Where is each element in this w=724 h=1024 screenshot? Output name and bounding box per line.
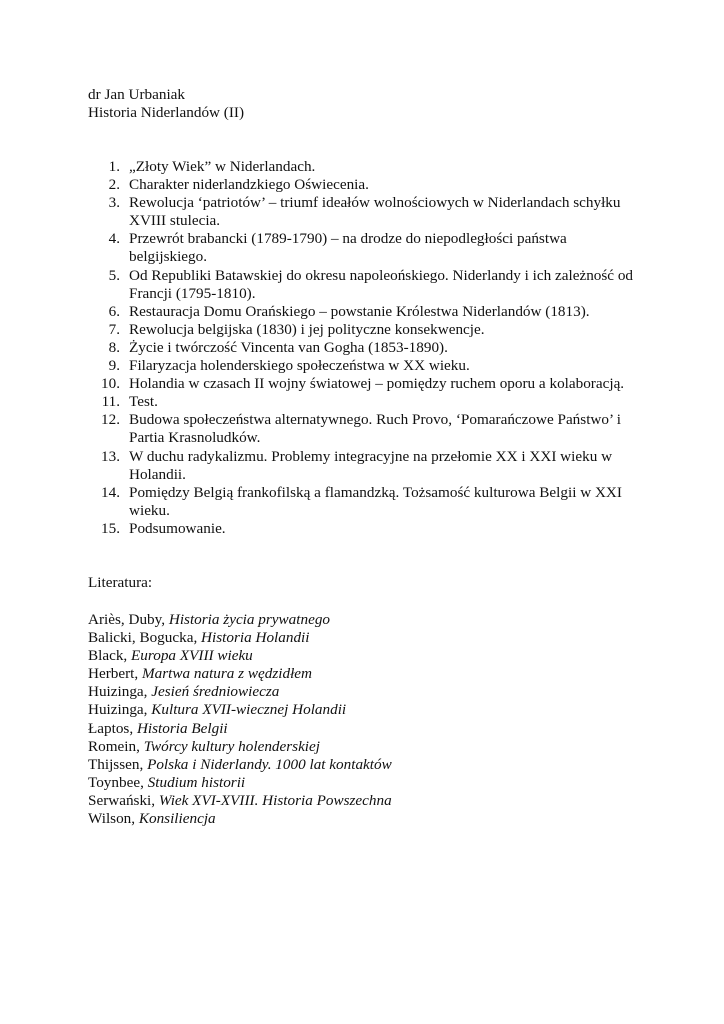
literature-title: Polska i Niderlandy. 1000 lat kontaktów: [147, 755, 392, 773]
topic-item: [88, 194, 648, 230]
literature-item: [88, 810, 392, 828]
literature-item: [88, 701, 392, 719]
topic-number: 9.: [108, 357, 120, 375]
literature-author: Balicki, Bogucka,: [88, 629, 202, 647]
literature-item: [88, 683, 392, 701]
topic-item: [88, 375, 648, 393]
document-header: [88, 86, 244, 122]
literature-item: [88, 611, 392, 629]
literature-title: Kultura XVII-wiecznej Holandii: [151, 701, 347, 719]
topic-number: 2.: [108, 176, 120, 194]
literature-item: [88, 738, 392, 756]
topic-text: „Złoty Wiek” w Niderlandach.: [129, 158, 316, 175]
topic-item: [88, 176, 648, 194]
literature-author: Łaptos,: [88, 719, 137, 737]
literature-author: Thijssen,: [88, 755, 148, 773]
topic-text: Rewolucja belgijska (1830) i jej polityczne konsekwencje.: [129, 320, 485, 338]
topic-item: [88, 321, 648, 339]
topic-text: Restauracja Domu Orańskiego – powstanie Królestwa Niderlandów (1813).: [129, 302, 590, 320]
topic-number: 5.: [108, 266, 120, 284]
topic-number: 11.: [101, 393, 120, 411]
literature-author: Black,: [88, 647, 132, 665]
topic-item: [88, 267, 648, 303]
literature-author: Huizinga,: [88, 683, 152, 701]
literature-author: Serwański,: [88, 791, 159, 809]
literature-item: [88, 756, 392, 774]
topic-number: 10.: [101, 375, 120, 393]
literature-title: Wiek XVI-XVIII. Historia Powszechna: [158, 791, 392, 809]
literature-title: Historia Belgii: [136, 719, 228, 737]
literature-title: Europa XVIII wieku: [131, 647, 253, 665]
topic-item: [88, 393, 648, 411]
topic-text: Życie i twórczość Vincenta van Gogha (1853-1890).: [129, 338, 448, 356]
literature-author: Ariès, Duby,: [88, 611, 169, 628]
literature-author: Toynbee,: [88, 773, 148, 791]
topic-item: [88, 357, 648, 375]
topic-text: Rewolucja ‘patriotów’ – triumf ideałów wolnościowych w Niderlandach schyłku XVIII stulecia.: [129, 194, 621, 230]
literature-title: Studium historii: [147, 773, 246, 791]
literature-item: [88, 792, 392, 810]
topic-text: Podsumowanie.: [129, 519, 226, 537]
topic-number: 4.: [108, 230, 120, 248]
topic-text: W duchu radykalizmu. Problemy integracyjne na przełomie XX i XXI wieku w Holandii.: [129, 447, 613, 483]
topic-text: Przewrót brabancki (1789-1790) – na drodze do niepodległości państwa belgijskiego.: [129, 230, 567, 266]
literature-author: Herbert,: [88, 665, 142, 683]
topic-text: Od Republiki Batawskiej do okresu napoleońskiego. Niderlandy i ich zależność od Francji (1795-1810).: [129, 266, 634, 302]
literature-heading: Literatura:: [88, 574, 153, 591]
topic-list: [88, 158, 648, 538]
literature-title: Historia Holandii: [201, 629, 310, 647]
topic-number: 1.: [108, 158, 120, 175]
topic-number: 3.: [108, 194, 120, 212]
literature-title: Konsiliencja: [138, 810, 216, 828]
topic-item: [88, 230, 648, 266]
literature-title: Historia życia prywatnego: [168, 611, 331, 628]
literature-item: [88, 665, 392, 683]
literature-author: Romein,: [88, 737, 144, 755]
literature-list: [88, 611, 392, 828]
literature-item: [88, 774, 392, 792]
topic-text: Pomiędzy Belgią frankofilską a flamandzką. Tożsamość kulturowa Belgii w XXI wieku.: [129, 483, 622, 519]
topic-item: [88, 303, 648, 321]
literature-title: Jesień średniowiecza: [151, 683, 280, 701]
topic-number: 13.: [101, 447, 120, 465]
topic-number: 6.: [108, 302, 120, 320]
literature-title: Martwa natura z wędzidłem: [141, 665, 313, 683]
literature-author: Wilson,: [88, 810, 139, 828]
topic-number: 14.: [101, 483, 120, 501]
topic-text: Holandia w czasach II wojny światowej – pomiędzy ruchem oporu a kolaboracją.: [129, 375, 625, 393]
literature-item: [88, 720, 392, 738]
topic-number: 15.: [101, 519, 120, 537]
topic-item: [88, 448, 648, 484]
literature-item: [88, 629, 392, 647]
topic-item: [88, 339, 648, 357]
topic-number: 8.: [108, 338, 120, 356]
literature-title: Twórcy kultury holenderskiej: [143, 737, 320, 755]
literature-author: Huizinga,: [88, 701, 152, 719]
topic-item: [88, 520, 648, 538]
topic-number: 12.: [101, 411, 120, 429]
literature-item: [88, 647, 392, 665]
author-line: dr Jan Urbaniak: [88, 86, 185, 103]
topic-text: Filaryzacja holenderskiego społeczeństwa w XX wieku.: [129, 357, 470, 375]
topic-item: [88, 411, 648, 447]
topic-text: Test.: [129, 393, 158, 411]
course-title: Historia Niderlandów (II): [88, 104, 245, 122]
topic-text: Charakter niderlandzkiego Oświecenia.: [129, 176, 369, 194]
topic-item: [88, 484, 648, 520]
topic-text: Budowa społeczeństwa alternatywnego. Ruch Provo, ‘Pomarańczowe Państwo’ i Partia Krasnoludków.: [129, 411, 621, 447]
topic-item: [88, 158, 648, 176]
topic-number: 7.: [108, 320, 120, 338]
